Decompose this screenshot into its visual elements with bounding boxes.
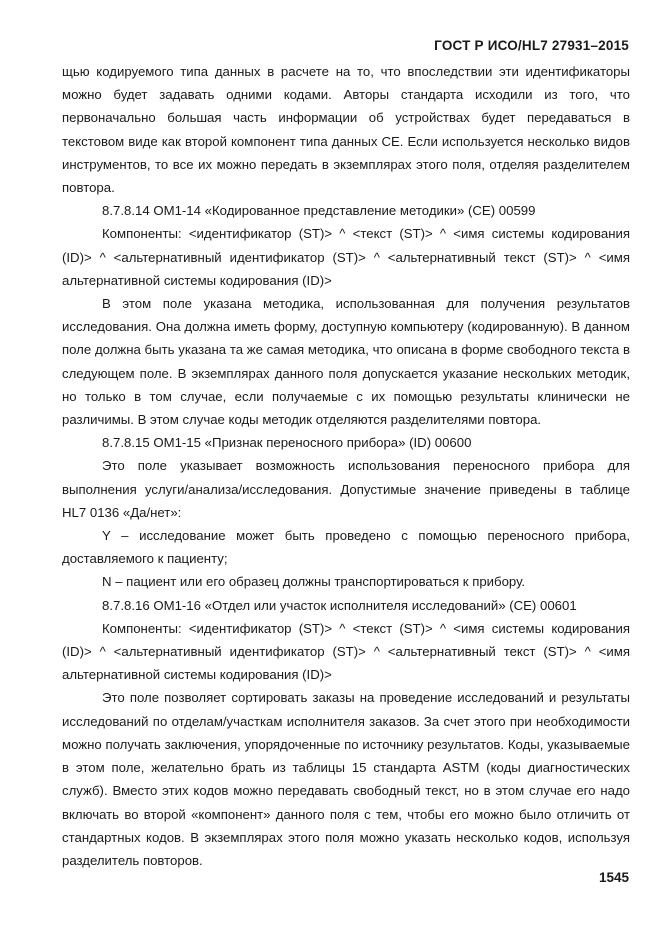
section-heading-om1-16: 8.7.8.16 OM1-16 «Отдел или участок исполнителя исследований» (CE) 00601: [102, 597, 577, 613]
paragraph-continuation: щью кодируемого типа данных в расчете на то, что впоследствии эти идентификаторы можно будет задавать одними кодами. Авторы стандарта исходили из того, что первоначально большая часть информации об устройствах будет передаваться в текстовом виде как второй компонент типа данных CE. Если используется несколько видов инструментов, то все их можно передать в экземплярах этого поля, отделяя разделителем повтора.: [62, 64, 630, 196]
body-paragraph: В этом поле указана методика, использованная для получения результатов исследования. Она должна иметь форму, доступную компьютеру (кодированную). В данном поле должна быть указана та же самая методика, что описана в форме свободного текста в следующем поле. В экземплярах данного поля допускается указание нескольких методик, но только в том случае, если получаемые с их помощью результаты клинически не различимы. В этом случае коды методик отделяются разделителями повтора.: [62, 296, 630, 428]
document-body: [62, 60, 630, 872]
section-heading-om1-15: 8.7.8.15 OM1-15 «Признак переносного прибора» (ID) 00600: [102, 435, 472, 451]
document-header: ГОСТ Р ИСО/HL7 27931–2015: [434, 38, 629, 53]
components-paragraph: Компоненты: <идентификатор (ST)> ^ <текст (ST)> ^ <имя системы кодирования (ID)> ^ <альтернативный идентификатор (ST)> ^ <альтернативный текст (ST)> ^ <имя альтернативной системы кодирования (ID)>: [62, 620, 630, 683]
components-paragraph: Компоненты: <идентификатор (ST)> ^ <текст (ST)> ^ <имя системы кодирования (ID)> ^ <альтернативный идентификатор (ST)> ^ <альтернативный текст (ST)> ^ <имя альтернативной системы кодирования (ID)>: [62, 226, 630, 288]
page-number: 1545: [598, 870, 629, 885]
list-item-n: N – пациент или его образец должны транспортироваться к прибору.: [102, 574, 526, 590]
body-paragraph: Это поле позволяет сортировать заказы на проведение исследований и результаты исследований по отделам/участкам исполнителя заказов. За счет этого при необходимости можно получать заключения, упорядоченные по источнику результатов. Коды, указываемые в этом поле, желательно брать из таблицы 15 стандарта ASTM (коды диагностических служб). Вместо этих кодов можно передавать свободный текст, но в этом случае его надо включать во второй «компонент» данного поля с тем, чтобы его можно было отличить от стандартных кодов. В экземплярах этого поля можно указать несколько кодов, используя разделитель повторов.: [62, 690, 630, 868]
section-heading-om1-14: 8.7.8.14 OM1-14 «Кодированное представление методики» (CE) 00599: [102, 203, 536, 219]
list-item-y: Y – исследование может быть проведено с помощью переносного прибора, доставляемого к пациенту;: [62, 528, 630, 567]
body-paragraph: Это поле указывает возможность использования переносного прибора для выполнения услуги/анализа/исследования. Допустимые значение приведены в таблице HL7 0136 «Да/нет»:: [62, 458, 630, 520]
